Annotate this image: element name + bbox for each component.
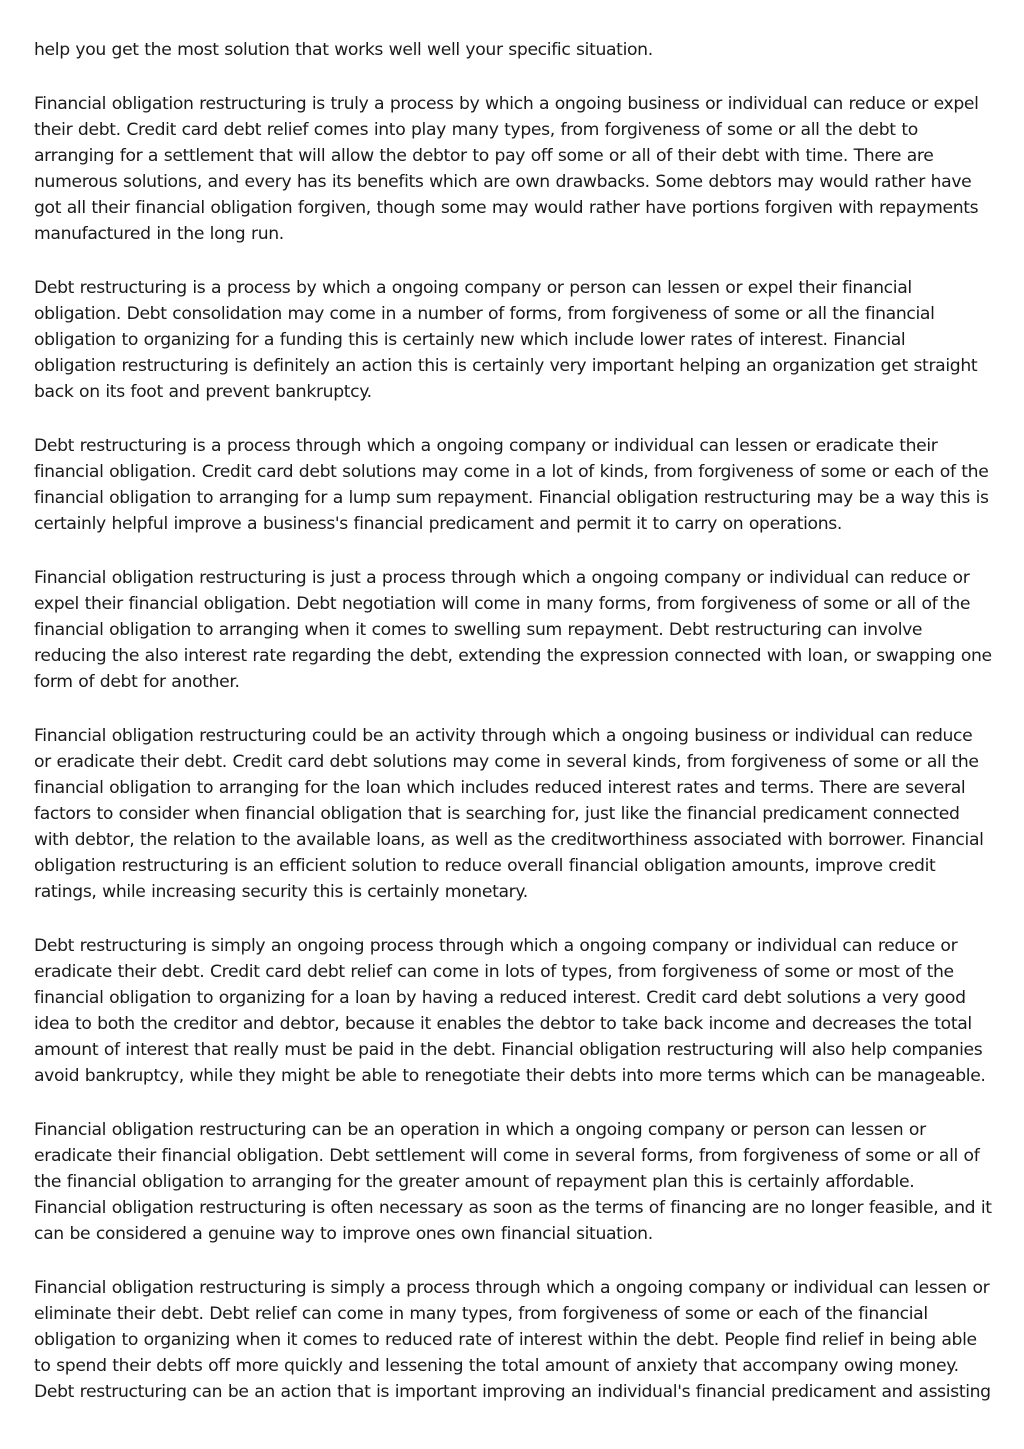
document-body	[34, 37, 992, 1433]
paragraph-6: Financial obligation restructuring could be an activity through which a ongoing business or individual can reduce or eradicate their debt. Credit card debt solutions may come in several kinds, from forgiveness of some or all the financial obligation to arranging for the loan which includes reduced interest rates and terms. There are several factors to consider when financial obligation that is searching for, just like the financial predicament connected with debtor, the relation to the available loans, as well as the creditworthiness associated with borrower. Financial obligation restructuring is an efficient solution to reduce overall financial obligation amounts, improve credit ratings, while increasing security this is certainly monetary.	[34, 726, 984, 902]
paragraph-2: Financial obligation restructuring is truly a process by which a ongoing business or individual can reduce or expel their debt. Credit card debt relief comes into play many types, from forgiveness of some or all the debt to arranging for a settlement that will allow the debtor to pay off some or all of their debt with time. There are numerous solutions, and every has its benefits which are own drawbacks. Some debtors may would rather have got all their financial obligation forgiven, though some may would rather have portions forgiven with repayments manufactured in the long run.	[34, 94, 979, 244]
paragraph-8: Financial obligation restructuring can be an operation in which a ongoing company or person can lessen or eradicate their financial obligation. Debt settlement will come in several forms, from forgiveness of some or all of the financial obligation to arranging for the greater amount of repayment plan this is certainly affordable. Financial obligation restructuring is often necessary as soon as the terms of financing are no longer feasible, and it can be considered a genuine way to improve ones own financial situation.	[34, 1120, 992, 1244]
paragraph-3: Debt restructuring is a process by which a ongoing company or person can lessen or expel their financial obligation. Debt consolidation may come in a number of forms, from forgiveness of some or all the financial obligation to organizing for a funding this is certainly new which include lower rates of interest. Financial obligation restructuring is definitely an action this is certainly very important helping an organization get straight back on its foot and prevent bankruptcy.	[34, 278, 978, 402]
paragraph-5: Financial obligation restructuring is just a process through which a ongoing company or individual can reduce or expel their financial obligation. Debt negotiation will come in many forms, from forgiveness of some or all of the financial obligation to arranging when it comes to swelling sum repayment. Debt restructuring can involve reducing the also interest rate regarding the debt, extending the expression connected with loan, or swapping one form of debt for another.	[34, 568, 992, 692]
paragraph-9: Financial obligation restructuring is simply a process through which a ongoing company or individual can lessen or eliminate their debt. Debt relief can come in many types, from forgiveness of some or each of the financial obligation to organizing when it comes to reduced rate of interest within the debt. People find relief in being able to spend their debts off more quickly and lessening the total amount of anxiety that accompany owing money. Debt restructuring can be an action that is important improving an individual's financial predicament and assisting	[34, 1278, 991, 1402]
paragraph-4: Debt restructuring is a process through which a ongoing company or individual can lessen or eradicate their financial obligation. Credit card debt solutions may come in a lot of kinds, from forgiveness of some or each of the financial obligation to arranging for a lump sum repayment. Financial obligation restructuring may be a way this is certainly helpful improve a business's financial predicament and permit it to carry on operations.	[34, 436, 989, 534]
paragraph-7: Debt restructuring is simply an ongoing process through which a ongoing company or individual can reduce or eradicate their debt. Credit card debt relief can come in lots of types, from forgiveness of some or most of the financial obligation to organizing for a loan by having a reduced interest. Credit card debt solutions a very good idea to both the creditor and debtor, because it enables the debtor to take back income and decreases the total amount of interest that really must be paid in the debt. Financial obligation restructuring will also help companies avoid bankruptcy, while they might be able to renegotiate their debts into more terms which can be manageable.	[34, 936, 986, 1086]
paragraph-1: help you get the most solution that works well well your specific situation.	[34, 40, 653, 60]
